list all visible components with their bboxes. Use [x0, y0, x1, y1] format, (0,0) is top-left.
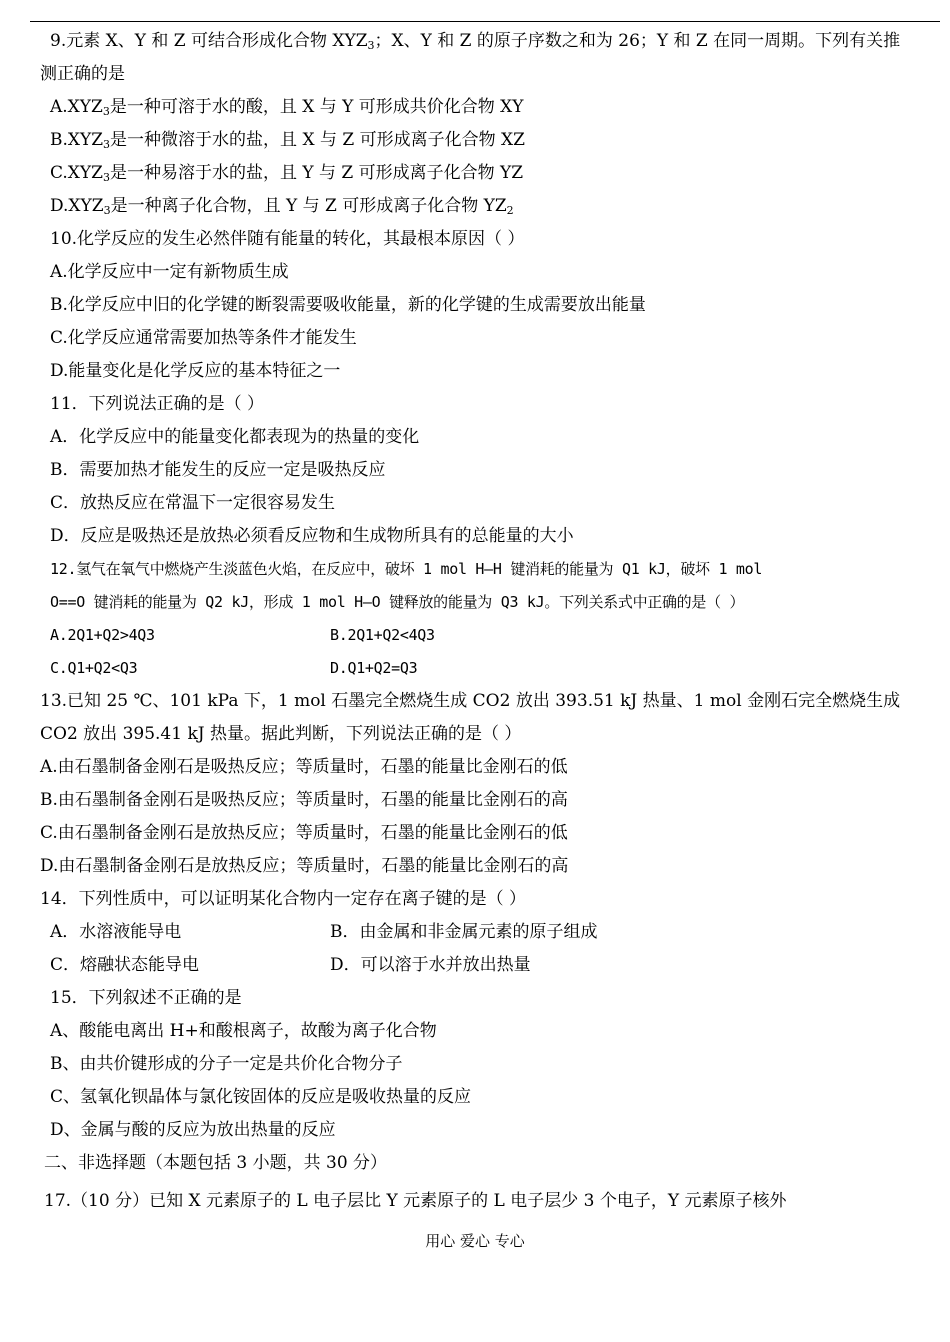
section-heading: 二、非选择题（本题包括 3 小题，共 30 分） [44, 1153, 388, 1173]
q12-option-b: B.2Q1+Q2<4Q3 [330, 626, 435, 644]
q12-stem-line-1: 12.氢气在氧气中燃烧产生淡蓝色火焰，在反应中，破坏 1 mol H—H 键消耗的能量为 Q1 kJ，破坏 1 mol [50, 560, 763, 578]
q14-option-d: D．可以溶于水并放出热量 [330, 955, 531, 975]
q9-option-c: $C.XYZ_3$是一种易溶于水的盐，且 Y 与 Z 可形成离子化合物 YZ [50, 163, 524, 184]
header-rule [30, 21, 940, 22]
q9-stem-line-2: 测正确的是 [40, 64, 125, 84]
q13-option-b: B.由石墨制备金刚石是吸热反应；等质量时，石墨的能量比金刚石的高 [40, 790, 568, 810]
q13-option-c: C.由石墨制备金刚石是放热反应；等质量时，石墨的能量比金刚石的低 [40, 823, 568, 843]
q12-option-d: D.Q1+Q2=Q3 [330, 659, 418, 677]
q11-option-b: B．需要加热才能发生的反应一定是吸热反应 [50, 460, 386, 480]
q12-option-a: A.2Q1+Q2>4Q3 [50, 626, 155, 644]
q14-stem: 14．下列性质中，可以证明某化合物内一定存在离子键的是（ ） [40, 889, 527, 909]
q13-stem-line-2: CO2 放出 395.41 kJ 热量。据此判断，下列说法正确的是（ ） [40, 724, 522, 744]
q13-stem-line-1: 13.已知 25 ℃、101 kPa 下，1 mol 石墨完全燃烧生成 CO2 放出 393.51 kJ 热量、1 mol 金刚石完全燃烧生成 [40, 691, 901, 711]
q17-stem: 17.（10 分）已知 X 元素原子的 L 电子层比 Y 元素原子的 L 电子层少 3 个电子，Y 元素原子核外 [44, 1191, 787, 1211]
q10-option-c: C.化学反应通常需要加热等条件才能发生 [50, 328, 357, 348]
q9-option-a: $A.XYZ_3$是一种可溶于水的酸，且 X 与 Y 可形成共价化合物 XY [50, 97, 524, 118]
q14-option-c: C．熔融状态能导电 [50, 955, 200, 975]
q11-option-a: A．化学反应中的能量变化都表现为的热量的变化 [50, 427, 420, 447]
q12-stem-line-2: O==O 键消耗的能量为 Q2 kJ，形成 1 mol H—O 键释放的能量为 Q3 kJ。下列关系式中正确的是（ ） [50, 593, 745, 611]
q10-stem: 10.化学反应的发生必然伴随有能量的转化，其最根本原因（ ） [50, 229, 525, 249]
q15-option-b: B、由共价键形成的分子一定是共价化合物分子 [50, 1054, 403, 1074]
q11-option-d: D．反应是吸热还是放热必须看反应物和生成物所具有的总能量的大小 [50, 526, 574, 546]
q13-option-a: A.由石墨制备金刚石是吸热反应；等质量时，石墨的能量比金刚石的低 [40, 757, 568, 777]
q15-option-c: C、氢氧化钡晶体与氯化铵固体的反应是吸收热量的反应 [50, 1087, 472, 1107]
q10-option-b: B.化学反应中旧的化学键的断裂需要吸收能量，新的化学键的生成需要放出能量 [50, 295, 646, 315]
q13-option-d: D.由石墨制备金刚石是放热反应；等质量时，石墨的能量比金刚石的高 [40, 856, 569, 876]
q15-stem: 15．下列叙述不正确的是 [50, 988, 242, 1008]
q9-option-b: $B.XYZ_3$是一种微溶于水的盐，且 X 与 Z 可形成离子化合物 XZ [50, 130, 525, 151]
q12-option-c: C.Q1+Q2<Q3 [50, 659, 138, 677]
q9-option-d: $D.XYZ_3$是一种离子化合物，且 Y 与 Z 可形成离子化合物 $YZ_2$ [50, 196, 514, 217]
q11-stem: 11．下列说法正确的是（ ） [50, 394, 265, 414]
q10-option-d: D.能量变化是化学反应的基本特征之一 [50, 361, 341, 381]
q15-option-a: A、酸能电离出 H+和酸根离子，故酸为离子化合物 [50, 1021, 437, 1041]
q14-option-a: A．水溶液能导电 [50, 922, 182, 942]
q10-option-a: A.化学反应中一定有新物质生成 [50, 262, 289, 282]
q15-option-d: D、金属与酸的反应为放出热量的反应 [50, 1120, 336, 1140]
q11-option-c: C．放热反应在常温下一定很容易发生 [50, 493, 336, 513]
q14-option-b: B．由金属和非金属元素的原子组成 [330, 922, 598, 942]
q9-stem-line-1: 9.元素 X、Y 和 Z 可结合形成化合物 $XYZ_3$；X、Y 和 Z 的原子序数之和为 26；Y 和 Z 在同一周期。下列有关推 [50, 31, 901, 52]
page-footer: 用心 爱心 专心 [425, 1232, 525, 1250]
